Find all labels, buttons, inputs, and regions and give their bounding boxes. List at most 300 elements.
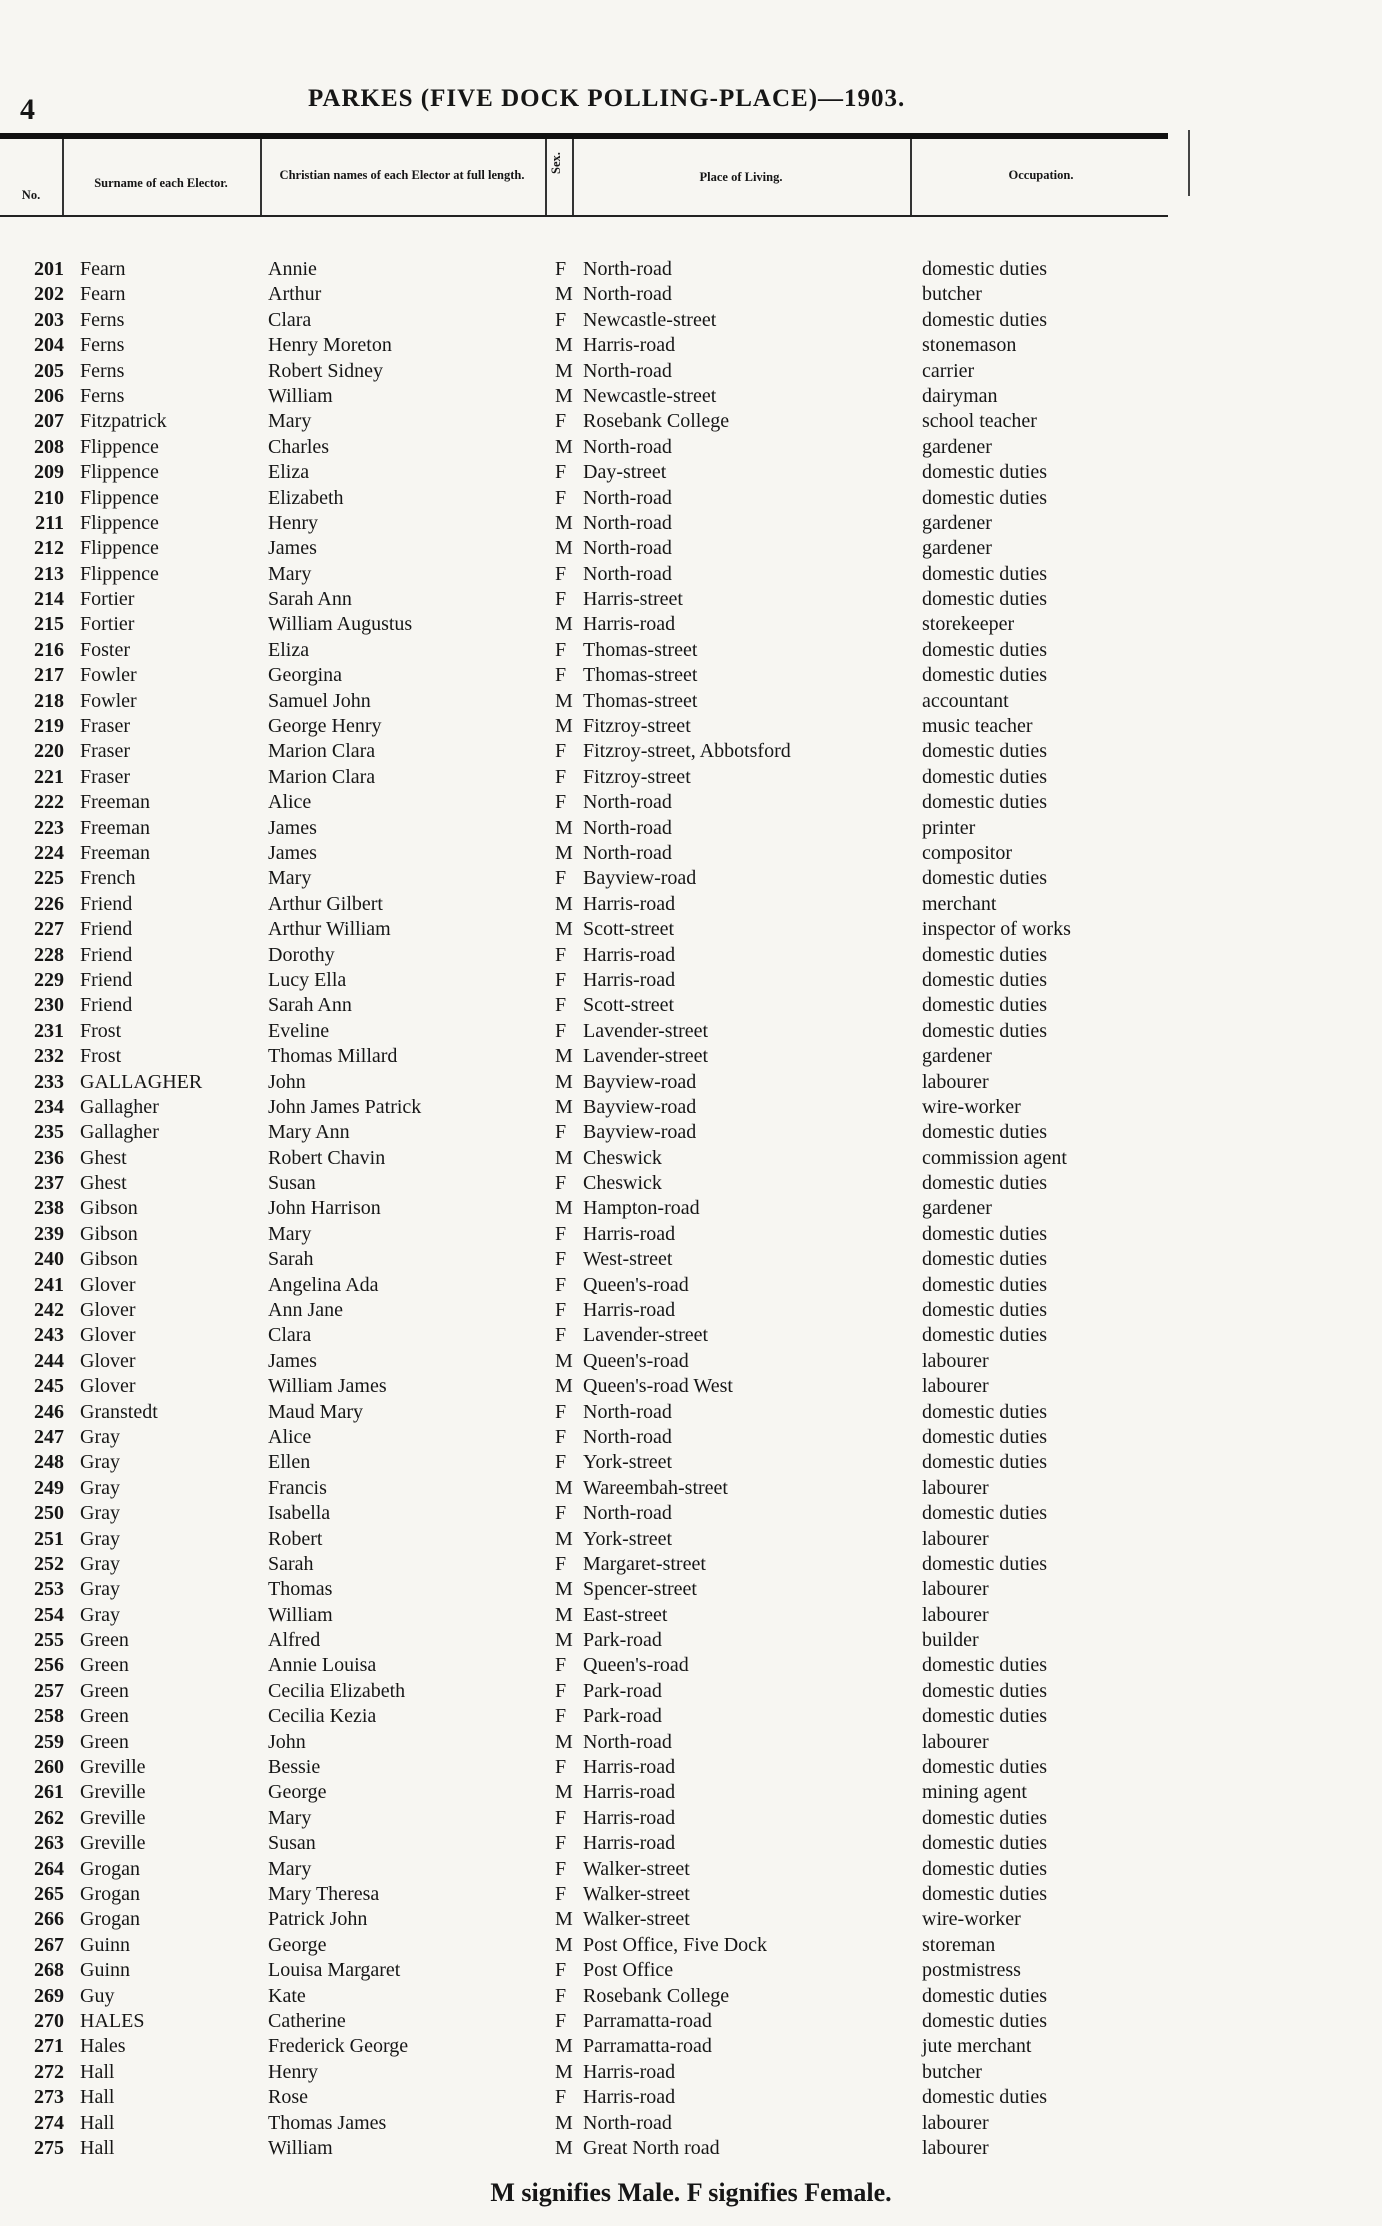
elector-place-of-living: North-road xyxy=(583,2111,672,2134)
elector-occupation: domestic duties xyxy=(922,943,1047,966)
elector-christian-names: Isabella xyxy=(268,1502,331,1525)
elector-place-of-living: North-road xyxy=(583,1730,672,1753)
elector-surname: Fowler xyxy=(80,664,137,687)
elector-place-of-living: North-road xyxy=(583,435,672,458)
elector-surname: Guinn xyxy=(80,1959,130,1982)
elector-sex: F xyxy=(555,1679,567,1702)
elector-christian-names: Marion Clara xyxy=(268,740,376,763)
elector-number: 210 xyxy=(34,486,64,509)
elector-number: 224 xyxy=(34,841,64,864)
elector-number: 230 xyxy=(34,994,64,1017)
elector-sex: M xyxy=(555,1197,573,1220)
elector-number: 241 xyxy=(34,1273,64,1296)
elector-place-of-living: Scott-street xyxy=(583,994,675,1017)
elector-surname: Foster xyxy=(80,638,130,661)
elector-surname: Hall xyxy=(80,2136,115,2159)
elector-occupation: domestic duties xyxy=(922,791,1047,814)
elector-occupation: domestic duties xyxy=(922,1273,1047,1296)
elector-christian-names: John James Patrick xyxy=(268,1095,422,1118)
elector-occupation: labourer xyxy=(922,2111,989,2134)
elector-place-of-living: North-road xyxy=(583,1400,672,1423)
elector-sex: M xyxy=(555,1908,573,1931)
elector-occupation: domestic duties xyxy=(922,588,1047,611)
elector-number: 253 xyxy=(34,1578,64,1601)
elector-number: 266 xyxy=(34,1908,64,1931)
elector-sex: F xyxy=(555,968,567,991)
elector-christian-names: Cecilia Kezia xyxy=(268,1705,377,1728)
elector-number: 207 xyxy=(34,410,64,433)
table-row xyxy=(0,409,1382,434)
table-row xyxy=(0,1958,1382,1983)
elector-christian-names: Robert Chavin xyxy=(268,1146,386,1169)
elector-christian-names: Dorothy xyxy=(268,943,335,966)
table-row xyxy=(0,943,1382,968)
table-row xyxy=(0,714,1382,739)
elector-occupation: domestic duties xyxy=(922,638,1047,661)
elector-christian-names: Francis xyxy=(268,1476,327,1499)
elector-christian-names: Annie xyxy=(268,258,317,280)
elector-occupation: domestic duties xyxy=(922,1654,1047,1677)
elector-occupation: domestic duties xyxy=(922,1248,1047,1271)
elector-sex: M xyxy=(555,892,573,915)
elector-occupation: gardener xyxy=(922,537,992,560)
table-row xyxy=(0,866,1382,891)
header-bottom-rule xyxy=(0,215,1168,217)
table-row xyxy=(0,816,1382,841)
table-row xyxy=(0,435,1382,460)
elector-sex: M xyxy=(555,1095,573,1118)
table-row xyxy=(0,638,1382,663)
elector-christian-names: Henry Moreton xyxy=(268,334,392,357)
elector-christian-names: Thomas James xyxy=(268,2111,387,2134)
elector-place-of-living: Bayview-road xyxy=(583,1095,697,1118)
elector-surname: Hales xyxy=(80,2035,126,2058)
elector-surname: Friend xyxy=(80,943,133,966)
elector-number: 223 xyxy=(34,816,64,839)
elector-occupation: domestic duties xyxy=(922,1019,1047,1042)
table-row xyxy=(0,2136,1382,2161)
elector-number: 225 xyxy=(34,867,64,890)
elector-occupation: labourer xyxy=(922,2136,989,2159)
elector-place-of-living: North-road xyxy=(583,359,672,382)
elector-christian-names: Clara xyxy=(268,1324,312,1347)
elector-surname: Granstedt xyxy=(80,1400,158,1423)
elector-surname: Gray xyxy=(80,1578,120,1601)
elector-number: 216 xyxy=(34,638,64,661)
elector-place-of-living: Day-street xyxy=(583,461,667,484)
table-row xyxy=(0,1552,1382,1577)
elector-surname: Green xyxy=(80,1730,129,1753)
elector-number: 206 xyxy=(34,384,64,407)
elector-christian-names: Lucy Ella xyxy=(268,968,347,991)
elector-christian-names: James xyxy=(268,841,317,864)
elector-surname: Ferns xyxy=(80,334,125,357)
elector-sex: M xyxy=(555,359,573,382)
elector-sex: F xyxy=(555,1959,567,1982)
elector-sex: F xyxy=(555,562,567,585)
table-row xyxy=(0,1984,1382,2009)
elector-surname: Flippence xyxy=(80,562,159,585)
elector-sex: M xyxy=(555,1730,573,1753)
elector-christian-names: Ann Jane xyxy=(268,1299,343,1322)
elector-number: 248 xyxy=(34,1451,64,1474)
elector-sex: F xyxy=(555,791,567,814)
elector-place-of-living: Thomas-street xyxy=(583,664,698,687)
table-row xyxy=(0,1476,1382,1501)
elector-occupation: printer xyxy=(922,816,976,839)
elector-surname: Flippence xyxy=(80,486,159,509)
elector-surname: Greville xyxy=(80,1781,146,1804)
elector-christian-names: Eliza xyxy=(268,638,310,661)
elector-sex: M xyxy=(555,1603,573,1626)
elector-christian-names: Angelina Ada xyxy=(268,1273,379,1296)
elector-sex: F xyxy=(555,1984,567,2007)
elector-place-of-living: Harris-street xyxy=(583,588,683,611)
table-row xyxy=(0,663,1382,688)
elector-surname: Green xyxy=(80,1654,129,1677)
table-row xyxy=(0,1704,1382,1729)
elector-christian-names: Charles xyxy=(268,435,330,458)
elector-occupation: domestic duties xyxy=(922,740,1047,763)
elector-place-of-living: Thomas-street xyxy=(583,689,698,712)
elector-christian-names: Susan xyxy=(268,1832,316,1855)
elector-occupation: domestic duties xyxy=(922,1121,1047,1144)
elector-surname: Greville xyxy=(80,1756,146,1779)
elector-number: 219 xyxy=(34,715,64,738)
elector-surname: Flippence xyxy=(80,435,159,458)
table-row xyxy=(0,1196,1382,1221)
elector-surname: Gray xyxy=(80,1552,120,1575)
elector-christian-names: Annie Louisa xyxy=(268,1654,377,1677)
elector-occupation: jute merchant xyxy=(922,2035,1032,2058)
elector-christian-names: Arthur Gilbert xyxy=(268,892,383,915)
elector-place-of-living: Harris-road xyxy=(583,968,676,991)
elector-place-of-living: North-road xyxy=(583,816,672,839)
column-header-sex: Sex. xyxy=(549,152,563,175)
table-row xyxy=(0,1400,1382,1425)
elector-surname: Fearn xyxy=(80,258,126,280)
elector-surname: Glover xyxy=(80,1375,136,1398)
column-divider xyxy=(260,139,262,216)
elector-sex: F xyxy=(555,461,567,484)
table-row xyxy=(0,1044,1382,1069)
elector-number: 231 xyxy=(34,1019,64,1042)
elector-surname: Fortier xyxy=(80,588,135,611)
table-row xyxy=(0,2085,1382,2110)
elector-surname: Ferns xyxy=(80,384,125,407)
elector-occupation: domestic duties xyxy=(922,562,1047,585)
elector-sex: F xyxy=(555,1400,567,1423)
elector-christian-names: Patrick John xyxy=(268,1908,368,1931)
elector-occupation: mining agent xyxy=(922,1781,1027,1804)
elector-place-of-living: York-street xyxy=(583,1527,673,1550)
table-row xyxy=(0,2060,1382,2085)
elector-number: 257 xyxy=(34,1679,64,1702)
elector-number: 236 xyxy=(34,1146,64,1169)
table-row xyxy=(0,1628,1382,1653)
table-row xyxy=(0,765,1382,790)
elector-sex: F xyxy=(555,1552,567,1575)
column-header-christian: Christian names of each Elector at full length. xyxy=(279,168,525,182)
elector-place-of-living: Great North road xyxy=(583,2136,720,2159)
elector-occupation: compositor xyxy=(922,841,1012,864)
table-row xyxy=(0,587,1382,612)
table-row xyxy=(0,308,1382,333)
elector-christian-names: John xyxy=(268,1730,306,1753)
elector-sex: F xyxy=(555,1299,567,1322)
elector-sex: F xyxy=(555,1121,567,1144)
elector-place-of-living: Post Office, Five Dock xyxy=(583,1933,768,1956)
elector-surname: Friend xyxy=(80,994,133,1017)
table-row xyxy=(0,1527,1382,1552)
elector-surname: Flippence xyxy=(80,461,159,484)
elector-surname: Fearn xyxy=(80,283,126,306)
elector-sex: F xyxy=(555,1705,567,1728)
elector-number: 232 xyxy=(34,1045,64,1068)
elector-place-of-living: Harris-road xyxy=(583,334,676,357)
table-row xyxy=(0,1755,1382,1780)
elector-surname: Glover xyxy=(80,1273,136,1296)
elector-sex: F xyxy=(555,1248,567,1271)
table-row xyxy=(0,1780,1382,1805)
elector-surname: Ferns xyxy=(80,359,125,382)
table-row xyxy=(0,892,1382,917)
elector-number: 214 xyxy=(34,588,64,611)
elector-occupation: domestic duties xyxy=(922,1832,1047,1855)
table-row xyxy=(0,2009,1382,2034)
elector-surname: Fraser xyxy=(80,715,130,738)
elector-christian-names: Kate xyxy=(268,1984,306,2007)
elector-christian-names: Clara xyxy=(268,308,312,331)
elector-christian-names: Eveline xyxy=(268,1019,330,1042)
elector-number: 209 xyxy=(34,461,64,484)
elector-surname: Gray xyxy=(80,1451,120,1474)
footer-legend: M signifies Male. F signifies Female. xyxy=(490,2178,892,2207)
elector-christian-names: James xyxy=(268,816,317,839)
elector-place-of-living: Lavender-street xyxy=(583,1045,709,1068)
elector-list xyxy=(0,257,1382,2161)
elector-place-of-living: North-road xyxy=(583,511,672,534)
elector-occupation: labourer xyxy=(922,1375,989,1398)
elector-occupation: butcher xyxy=(922,283,982,306)
elector-place-of-living: Harris-road xyxy=(583,1806,676,1829)
elector-sex: M xyxy=(555,537,573,560)
table-row xyxy=(0,1450,1382,1475)
elector-sex: M xyxy=(555,2111,573,2134)
elector-christian-names: James xyxy=(268,1349,317,1372)
elector-christian-names: Susan xyxy=(268,1172,316,1195)
elector-occupation: domestic duties xyxy=(922,1502,1047,1525)
elector-number: 240 xyxy=(34,1248,64,1271)
elector-place-of-living: Walker-street xyxy=(583,1883,690,1905)
elector-place-of-living: Harris-road xyxy=(583,1781,676,1804)
elector-surname: Freeman xyxy=(80,816,150,839)
elector-sex: M xyxy=(555,511,573,534)
elector-number: 245 xyxy=(34,1375,64,1398)
elector-christian-names: Alice xyxy=(268,791,312,814)
elector-occupation: domestic duties xyxy=(922,2086,1047,2109)
elector-number: 215 xyxy=(34,613,64,636)
elector-surname: Hall xyxy=(80,2086,115,2109)
elector-place-of-living: York-street xyxy=(583,1451,673,1474)
elector-christian-names: George xyxy=(268,1933,327,1956)
elector-number: 204 xyxy=(34,334,64,357)
elector-surname: Grogan xyxy=(80,1908,140,1931)
elector-christian-names: George xyxy=(268,1781,327,1804)
table-row xyxy=(0,333,1382,358)
elector-occupation: domestic duties xyxy=(922,1857,1047,1880)
elector-number: 252 xyxy=(34,1552,64,1575)
elector-occupation: domestic duties xyxy=(922,1324,1047,1347)
table-row xyxy=(0,1933,1382,1958)
elector-place-of-living: Harris-road xyxy=(583,1222,676,1245)
table-row xyxy=(0,1831,1382,1856)
elector-surname: Grogan xyxy=(80,1857,140,1880)
elector-christian-names: Mary Ann xyxy=(268,1121,350,1144)
elector-surname: Gray xyxy=(80,1527,120,1550)
elector-place-of-living: Parramatta-road xyxy=(583,2035,712,2058)
elector-sex: F xyxy=(555,1425,567,1448)
elector-number: 264 xyxy=(34,1857,64,1880)
elector-christian-names: John Harrison xyxy=(268,1197,381,1220)
elector-christian-names: Sarah Ann xyxy=(268,588,352,611)
elector-place-of-living: Harris-road xyxy=(583,1832,676,1855)
elector-christian-names: Arthur William xyxy=(268,918,391,941)
elector-sex: F xyxy=(555,2086,567,2109)
elector-place-of-living: Bayview-road xyxy=(583,867,697,890)
elector-surname: Glover xyxy=(80,1299,136,1322)
table-row xyxy=(0,993,1382,1018)
elector-sex: F xyxy=(555,867,567,890)
elector-sex: M xyxy=(555,1476,573,1499)
elector-number: 244 xyxy=(34,1349,64,1372)
column-header-occupation: Occupation. xyxy=(1008,168,1074,182)
elector-place-of-living: Newcastle-street xyxy=(583,308,717,331)
table-row xyxy=(0,612,1382,637)
table-row xyxy=(0,1146,1382,1171)
elector-number: 271 xyxy=(34,2035,64,2058)
column-divider xyxy=(572,139,574,216)
elector-christian-names: William xyxy=(268,1603,333,1626)
elector-sex: F xyxy=(555,308,567,331)
elector-sex: M xyxy=(555,1045,573,1068)
table-row xyxy=(0,1323,1382,1348)
elector-number: 251 xyxy=(34,1527,64,1550)
elector-place-of-living: North-road xyxy=(583,1425,672,1448)
elector-surname: Freeman xyxy=(80,791,150,814)
elector-surname: Greville xyxy=(80,1806,146,1829)
elector-occupation: merchant xyxy=(922,892,997,915)
elector-surname: Green xyxy=(80,1629,129,1652)
table-row xyxy=(0,2034,1382,2059)
elector-occupation: domestic duties xyxy=(922,1172,1047,1195)
elector-occupation: gardener xyxy=(922,1045,992,1068)
elector-place-of-living: North-road xyxy=(583,537,672,560)
table-row xyxy=(0,282,1382,307)
elector-surname: Ferns xyxy=(80,308,125,331)
elector-surname: Fitzpatrick xyxy=(80,410,167,433)
elector-place-of-living: Rosebank College xyxy=(583,1984,730,2007)
elector-number: 226 xyxy=(34,892,64,915)
elector-occupation: school teacher xyxy=(922,410,1037,433)
elector-occupation: carrier xyxy=(922,359,975,382)
header-rule xyxy=(0,133,1168,139)
elector-occupation: domestic duties xyxy=(922,765,1047,788)
elector-christian-names: John xyxy=(268,1070,306,1093)
elector-sex: F xyxy=(555,258,567,280)
elector-sex: F xyxy=(555,994,567,1017)
elector-place-of-living: Queen's-road xyxy=(583,1654,689,1677)
elector-occupation: stonemason xyxy=(922,334,1017,357)
table-row xyxy=(0,968,1382,993)
page-right-border xyxy=(1188,130,1190,196)
elector-place-of-living: Hampton-road xyxy=(583,1197,700,1220)
elector-number: 273 xyxy=(34,2086,64,2109)
elector-number: 260 xyxy=(34,1756,64,1779)
elector-number: 239 xyxy=(34,1222,64,1245)
table-row xyxy=(0,486,1382,511)
table-row xyxy=(0,1070,1382,1095)
elector-number: 211 xyxy=(35,511,64,534)
elector-occupation: gardener xyxy=(922,511,992,534)
elector-occupation: accountant xyxy=(922,689,1009,712)
elector-surname: Green xyxy=(80,1679,129,1702)
elector-occupation: labourer xyxy=(922,1476,989,1499)
elector-surname: Guinn xyxy=(80,1933,130,1956)
elector-number: 242 xyxy=(34,1299,64,1322)
elector-surname: Flippence xyxy=(80,511,159,534)
elector-occupation: labourer xyxy=(922,1578,989,1601)
table-row xyxy=(0,536,1382,561)
elector-sex: F xyxy=(555,2009,567,2032)
elector-place-of-living: Park-road xyxy=(583,1629,662,1652)
elector-surname: Friend xyxy=(80,918,133,941)
elector-place-of-living: Harris-road xyxy=(583,613,676,636)
elector-sex: F xyxy=(555,1172,567,1195)
elector-sex: M xyxy=(555,689,573,712)
elector-sex: F xyxy=(555,1806,567,1829)
elector-surname: Fortier xyxy=(80,613,135,636)
elector-christian-names: Louisa Margaret xyxy=(268,1959,401,1982)
elector-occupation: labourer xyxy=(922,1349,989,1372)
elector-sex: M xyxy=(555,2035,573,2058)
elector-surname: Flippence xyxy=(80,537,159,560)
elector-sex: M xyxy=(555,1146,573,1169)
elector-number: 269 xyxy=(34,1984,64,2007)
elector-christian-names: Alfred xyxy=(268,1629,321,1652)
elector-place-of-living: Walker-street xyxy=(583,1908,690,1931)
elector-place-of-living: Cheswick xyxy=(583,1172,662,1195)
elector-surname: Gray xyxy=(80,1502,120,1525)
elector-place-of-living: Lavender-street xyxy=(583,1324,709,1347)
elector-place-of-living: Queen's-road West xyxy=(583,1375,733,1398)
elector-number: 256 xyxy=(34,1654,64,1677)
elector-surname: Gibson xyxy=(80,1197,138,1220)
elector-occupation: builder xyxy=(922,1629,979,1652)
elector-occupation: butcher xyxy=(922,2060,982,2083)
elector-sex: M xyxy=(555,1933,573,1956)
elector-sex: F xyxy=(555,1654,567,1677)
elector-place-of-living: Scott-street xyxy=(583,918,675,941)
elector-christian-names: Thomas xyxy=(268,1578,333,1601)
elector-place-of-living: North-road xyxy=(583,562,672,585)
elector-sex: M xyxy=(555,2136,573,2159)
table-row xyxy=(0,1425,1382,1450)
table-row xyxy=(0,1247,1382,1272)
column-divider xyxy=(62,139,64,216)
elector-sex: M xyxy=(555,384,573,407)
elector-sex: F xyxy=(555,1451,567,1474)
